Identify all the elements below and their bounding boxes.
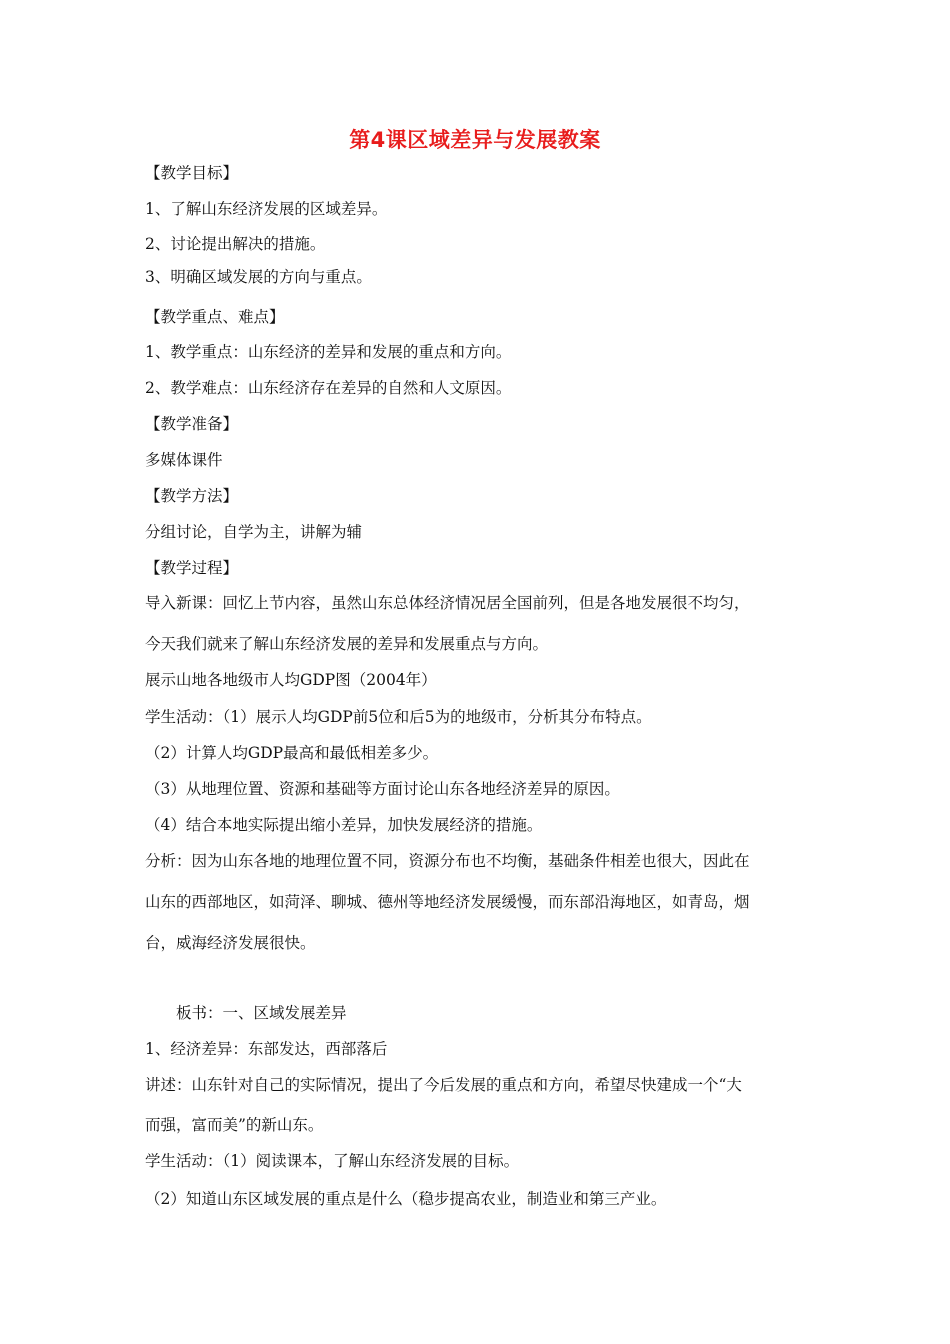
section-heading-preparation: 【教学准备】 [145,415,239,433]
show-gdp-chart-text: 展示山地各地级市人均GDP图（2004年） [145,671,437,689]
section-heading-objectives: 【教学目标】 [145,164,239,182]
intro-line-1: 导入新课：回忆上节内容，虽然山东总体经济情况居全国前列，但是各地发展很不均匀， [145,594,750,612]
lecture-line-2: 而强，富而美”的新山东。 [145,1116,324,1134]
objective-1: 1、了解山东经济发展的区域差异。 [145,200,388,218]
economic-difference: 1、经济差异：东部发达，西部落后 [145,1040,388,1058]
analysis-line-2: 山东的西部地区，如菏泽、聊城、德州等地经济发展缓慢，而东部沿海地区，如青岛，烟 [145,893,750,911]
section-heading-key-points: 【教学重点、难点】 [145,308,285,326]
activity-read-textbook: 学生活动：（1）阅读课本，了解山东经济发展的目标。 [145,1152,520,1170]
intro-line-2: 今天我们就来了解山东经济发展的差异和发展重点与方向。 [145,635,549,653]
board-heading: 板书：一、区域发展差异 [176,1004,347,1022]
methods-text: 分组讨论，自学为主，讲解为辅 [145,523,363,541]
document-title: 第4课区域差异与发展教案 [349,128,601,152]
preparation-text: 多媒体课件 [145,451,223,469]
activity-4: （4）结合本地实际提出缩小差异，加快发展经济的措施。 [145,816,543,834]
activity-3: （3）从地理位置、资源和基础等方面讨论山东各地经济差异的原因。 [145,780,620,798]
key-point-2: 2、教学难点：山东经济存在差异的自然和人文原因。 [145,379,512,397]
analysis-line-1: 分析：因为山东各地的地理位置不同，资源分布也不均衡，基础条件相差也很大，因此在 [145,852,750,870]
objective-3: 3、明确区域发展的方向与重点。 [145,268,372,286]
section-heading-process: 【教学过程】 [145,559,239,577]
analysis-line-3: 台，威海经济发展很快。 [145,934,316,952]
activity-1: 学生活动：（1）展示人均GDP前5位和后5为的地级市，分析其分布特点。 [145,708,652,726]
activity-2: （2）计算人均GDP最高和最低相差多少。 [145,744,439,762]
objective-2: 2、讨论提出解决的措施。 [145,235,326,253]
section-heading-methods: 【教学方法】 [145,487,239,505]
activity-key-development: （2）知道山东区域发展的重点是什么（稳步提高农业，制造业和第三产业。 [145,1190,667,1208]
lecture-line-1: 讲述：山东针对自己的实际情况，提出了今后发展的重点和方向，希望尽快建成一个“大 [145,1076,742,1094]
key-point-1: 1、教学重点：山东经济的差异和发展的重点和方向。 [145,343,512,361]
